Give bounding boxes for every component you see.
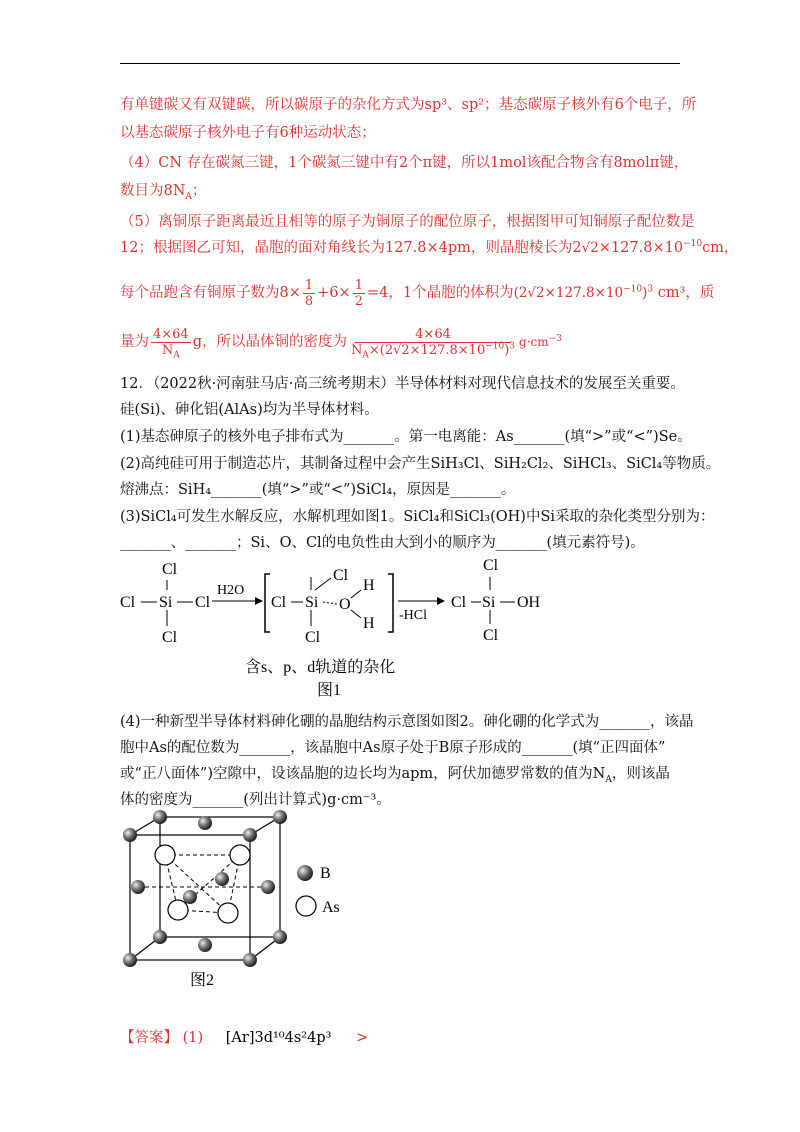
atom-label: H <box>363 577 375 594</box>
text-fragment: 存在碳氮三键，1个碳氮三键中有2个π键，所以1mol该配合物含有8molπ键， <box>186 155 689 171</box>
figure-caption: 图1 <box>317 682 342 699</box>
atom-label: OH <box>517 594 541 611</box>
text-line: 以基态碳原子核外电子有6种运动状态； <box>120 125 376 141</box>
text-fragment: 数目为8N <box>120 183 186 199</box>
text-fragment: 每个品跑含有铜原子数为8× <box>120 285 301 301</box>
atom-label: Cl <box>483 627 499 644</box>
answer-number: (1) <box>182 1030 204 1046</box>
figure-2-crystal-cell <box>110 805 370 990</box>
fraction: $\frac{1}{8}$ <box>304 277 314 309</box>
answer-text: [Ar]3d¹⁰4s²4p³ <box>225 1030 332 1046</box>
figure-caption: 图2 <box>190 972 215 989</box>
text-fragment: cm， <box>702 240 739 256</box>
atom-label: Cl <box>162 561 178 578</box>
text-line: 有单键碳又有双键碳，所以碳原子的杂化方式为sp³、sp²；基态碳原子核外有6个电子，所 <box>120 97 697 113</box>
question-title: 12．（2022秋·河南驻马店·高三统考期末）半导体材料对现代信息技术的发展至关重要。 <box>120 376 685 392</box>
question-line: 胞中As的配位数为_______，该晶胞中As原子处于B原子形成的_______(填“正四面体” <box>120 740 666 756</box>
density-fraction: $\frac{4\times 64}{N_A\times(2√2\times 127.8\times 10^{-10})^3}$ <box>351 326 516 361</box>
text-fragment: ，则该晶 <box>611 766 670 782</box>
question-line: 或“正八面体”)空隙中，设该晶胞的边长均为apm，阿伏加德罗常数的值为$N_A$，则该晶 <box>120 766 670 785</box>
text-fragment: 或“正八面体”)空隙中，设该晶胞的边长均为apm，阿伏加德罗常数的值为N <box>120 766 606 782</box>
question-line: (4)一种新型半导体材料砷化硼的晶胞结构示意图如图2。砷化硼的化学式为_______，该晶 <box>120 714 694 730</box>
fraction: $\frac{1}{2}$ <box>354 277 363 309</box>
atom-label: Cl <box>305 629 321 646</box>
atom-label: Cl <box>333 567 349 584</box>
figure-1-diagram <box>115 552 565 702</box>
atom-label: Cl <box>162 629 178 646</box>
text-fragment: g，所以晶体铜的密度为 <box>192 334 347 350</box>
reagent-label: -HCl <box>399 608 427 623</box>
question-line: (2)高纯硅可用于制造芯片，其制备过程中会产生SiH₃Cl、SiH₂Cl₂、SiHCl₃、SiCl₄等物质。 <box>120 456 721 472</box>
question-line: 硅(Si)、砷化铝(AlAs)均为半导体材料。 <box>120 402 379 418</box>
legend-as-label: As <box>322 899 340 916</box>
fraction: $\frac{4\times 64}{N_A}$ <box>153 326 189 361</box>
text-fragment: （4）CN <box>120 155 183 171</box>
question-line: (3)SiCl₄可发生水解反应，水解机理如图1。SiCl₄和SiCl₃(OH)中Si采取的杂化类型分别为： <box>120 509 715 525</box>
question-line: 体的密度为_______(列出计算式)g·cm⁻³。 <box>120 792 391 808</box>
atom-label: Si <box>482 594 496 611</box>
text-fragment: ×127.8×10 <box>598 240 684 256</box>
legend-b-label: B <box>320 865 331 882</box>
text-line: （5）离铜原子距离最近且相等的原子为铜原子的配位原子，根据图甲可知铜原子配位数是 <box>120 214 695 230</box>
text-fragment: 量为 <box>120 334 149 350</box>
figure-note: 含s、p、d轨道的杂化 <box>245 659 396 676</box>
atom-label: Cl <box>451 594 467 611</box>
question-line: 熔沸点：SiH₄_______(填“>”或“<”)SiCl₄，原因是_______。 <box>120 482 516 498</box>
answer-symbol: > <box>356 1030 369 1046</box>
atom-label: Si <box>305 594 319 611</box>
atom-label: H <box>363 615 375 632</box>
atom-label: Cl <box>120 594 136 611</box>
question-line: (1)基态砷原子的核外电子排布式为_______。第一电离能：As_______(填“>”或“<”)Se。 <box>120 429 692 445</box>
legend-as-marker <box>296 896 316 916</box>
atom-label: O <box>339 596 351 613</box>
atom-label: Si <box>159 594 173 611</box>
text-fragment: 12；根据图乙可知，晶胞的面对角线长为127.8×4pm，则晶胞棱长为2 <box>120 240 582 256</box>
atom-label: Cl <box>271 594 287 611</box>
text-fragment: cm³，质 <box>657 285 715 301</box>
answer-line <box>120 1028 368 1048</box>
legend-b-marker <box>297 865 313 881</box>
answer-label: 【答案】 <box>120 1030 178 1046</box>
header-rule <box>120 63 680 64</box>
text-line: 12；根据图乙可知，晶胞的面对角线长为127.8×4pm，则晶胞棱长为$2√2\times 127.8\times 10^{-10}cm$， <box>120 239 739 256</box>
text-fragment: +6× <box>317 285 351 301</box>
atom-label: Cl <box>483 557 499 574</box>
text-fragment: =4，1个晶胞的体积为 <box>366 285 514 301</box>
text-line: 每个品跑含有铜原子数为8× $\frac{1}{8}$ +6× $\frac{1}{2}$ =4，1个晶胞的体积为$(2√2\times 127.8\times 10^{-10})^3$ cm³，质 <box>120 277 715 309</box>
reagent-label: H2O <box>217 583 245 598</box>
text-line: 数目为$8N_A$； <box>120 183 207 202</box>
atom-label: Cl <box>195 594 211 611</box>
text-line: 量为 $\frac{4\times 64}{N_A}$ g，所以晶体铜的密度为 $\frac{4\times 64}{N_A\times(2√2\times 127.8\times 10^{-10})^3}$ $g\cdot cm^{-3}$ <box>120 326 562 361</box>
question-line: _______、_______；Si、O、Cl的电负性由大到小的顺序为_______(填元素符号)。 <box>120 535 645 551</box>
text-line <box>120 153 688 173</box>
